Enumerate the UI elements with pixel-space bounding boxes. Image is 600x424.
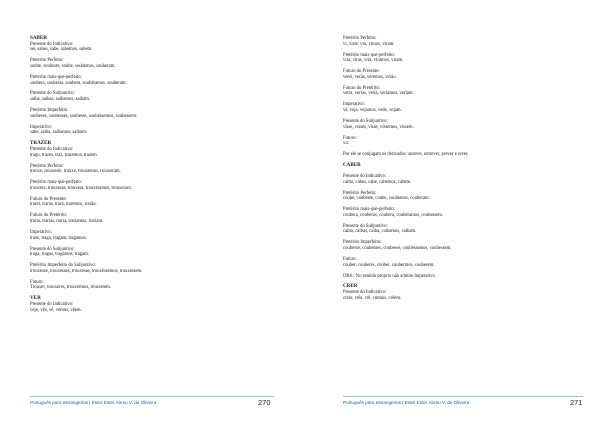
- obs-note: [343, 274, 553, 280]
- tense-label: Futuro:: [30, 279, 44, 285]
- conjugation-block: [30, 75, 230, 86]
- tense-forms: soubesse, soubesses, soubesse, soubéssemos, soubessem.: [30, 113, 138, 119]
- conjugation-block: [343, 191, 553, 202]
- tense-forms: verei, verás, veremos, verão.: [343, 74, 397, 80]
- conjugation-block: [343, 290, 553, 301]
- tense-label: Futuro do Presente:: [343, 69, 380, 75]
- conjugation-block: [30, 180, 230, 191]
- tense-label: Presente do Indicativo:: [30, 41, 74, 47]
- tense-forms: caibo, cabes, cabe, cabemos, cabem.: [343, 179, 412, 185]
- conjugation-block: [30, 147, 230, 158]
- conjugation-block: [30, 42, 230, 53]
- tense-forms: trouxesse, trouxesses, trouxesse, trouxéssemos, trouxessem.: [30, 268, 143, 274]
- verb-heading: CRER: [343, 283, 358, 290]
- conjugation-block: [343, 257, 553, 268]
- tense-forms: caiba, caibas, caiba, caibamos, caibam.: [343, 229, 417, 235]
- obs-text: OBS.: No sentido próprio não admite Imperativo.: [343, 273, 436, 279]
- verb-heading: SABER: [30, 35, 47, 41]
- tense-forms: coubera, couberas, coubera, coubéramos, coubessem.: [343, 212, 444, 218]
- conjugation-block: [30, 58, 230, 69]
- left-text-column: [30, 36, 230, 319]
- tense-forms: couber, couberes, couber, coubermos, couberem.: [343, 262, 435, 268]
- tense-forms: coube, coubeste, coube, coubemos, couberam.: [343, 196, 430, 202]
- tense-label: Imperativo:: [30, 124, 52, 130]
- conjugation-block: [343, 207, 553, 218]
- footer-text: Português para estrangeiros | Ester Ester Abreu V. de Oliveira: [343, 400, 470, 405]
- tense-label: Pretérito mais-que-perfeito:: [343, 52, 395, 58]
- tense-forms: saiba, saibas, saibamos, saibam.: [30, 97, 91, 103]
- tense-forms: creio, crês, crê, cremos, crêem.: [343, 295, 402, 301]
- tense-label: Pretérito Perfeito:: [30, 58, 64, 64]
- tense-forms: sei, sabes, sabe, sabemos, sabem.: [30, 47, 93, 53]
- tense-label: Imperativo:: [30, 229, 52, 235]
- tense-label: Presente do Indicativo:: [343, 173, 387, 179]
- conjugation-block: [343, 136, 553, 147]
- conjugation-block: [343, 53, 553, 64]
- note-text: Por ele se conjugam os derivados: antever, entrever, prever e rever.: [343, 152, 469, 158]
- tense-label: Futuro:: [343, 256, 357, 262]
- conjugation-block: [30, 302, 230, 313]
- tense-label: Pretérito Perfeito:: [343, 36, 377, 41]
- verb-heading: VER: [30, 295, 41, 302]
- conjugation-block: [343, 119, 553, 130]
- conjugation-block: [343, 86, 553, 97]
- tense-forms: trouxera, trouxeras, trouxera, trouxéramos, trouxeram.: [30, 185, 132, 191]
- tense-forms: vejo, vês, vê, vemos, vêem.: [30, 307, 82, 313]
- tense-label: Pretérito mais-que-perfeito:: [30, 74, 82, 80]
- tense-label: Presente do Indicativo:: [343, 290, 387, 296]
- tense-forms: traze, traga, tragam, tragamos.: [30, 235, 87, 241]
- tense-label: Presente do Indicativo:: [30, 146, 74, 152]
- tense-label: Pretérito Perfeito:: [30, 163, 64, 169]
- verb-section-caber: [343, 163, 553, 169]
- right-page: [300, 0, 600, 424]
- tense-label: Futuro do Pretérito:: [30, 213, 67, 219]
- conjugation-block: [343, 174, 553, 185]
- tense-forms: trago, trazes, traz, trazemos, trazem.: [30, 152, 98, 158]
- conjugation-block: [30, 91, 230, 102]
- tense-forms: Trouxer, trouxeres, trouxermos, trouxerem.: [30, 285, 112, 291]
- tense-label: Pretérito mais-que-perfeito:: [30, 180, 82, 186]
- tense-label: Futuro do Pretérito:: [343, 85, 380, 91]
- tense-forms: visse, visses, visse, víssemos, vissem.: [343, 124, 414, 130]
- conjugation-block: [343, 224, 553, 235]
- tense-label: Presente do Subjuntivo:: [30, 91, 75, 97]
- tense-forms: traga, tragas, tragamos, tragam.: [30, 252, 89, 258]
- tense-label: Pretérito Imperfeito:: [30, 108, 69, 114]
- conjugation-block: [343, 240, 553, 251]
- tense-forms: traria, trarias, traria, traríamos, trariam.: [30, 219, 104, 225]
- tense-forms: vê, veja, vejamos, vede, vejam.: [343, 108, 402, 114]
- conjugation-block: [343, 69, 553, 80]
- verb-heading: TRAZER: [30, 140, 52, 147]
- conjugation-block: [30, 197, 230, 208]
- footer-text: Português para estrangeiros | Ester Ester Abreu V. de Oliveira: [30, 400, 157, 405]
- right-text-column: [343, 36, 553, 307]
- tense-label: Pretérito Imperfeito do Subjuntivo:: [30, 263, 97, 269]
- tense-label: Futuro:: [343, 135, 357, 141]
- conjugation-block: [30, 108, 230, 119]
- tense-label: Pretérito Imperfeito:: [343, 240, 382, 246]
- tense-label: Presente do Subjuntivo:: [343, 118, 388, 124]
- footer-rule: [30, 396, 274, 397]
- tense-forms: vira, viras, vira, víramos, viram.: [343, 58, 404, 64]
- tense-forms: soubera, souberas, soubera, soubéramos, souberam.: [30, 80, 127, 86]
- tense-forms: veria, verias, veria, veríamos, veriam.: [343, 91, 414, 97]
- tense-forms: coubesse, coubesses, coubesse, coubéssemos, coubessem.: [343, 246, 452, 252]
- verb-heading: CABER: [343, 162, 361, 169]
- tense-label: Imperativo:: [343, 102, 365, 108]
- tense-label: Presente do Subjuntivo:: [343, 223, 388, 229]
- conjugation-block: [30, 247, 230, 258]
- tense-forms: sabe, saiba, saibamos, saibam.: [30, 130, 87, 136]
- conjugation-block: [30, 164, 230, 175]
- tense-label: Presente do Subjuntivo:: [30, 246, 75, 252]
- footer-rule: [343, 396, 583, 397]
- conjugation-block: [30, 280, 230, 291]
- tense-forms: soube, soubeste, soube, soubemos, souberam.: [30, 64, 116, 69]
- tense-label: Pretérito mais-que-perfeito:: [343, 207, 395, 213]
- tense-label: Pretérito Perfeito:: [343, 190, 377, 196]
- tense-forms: trarei, trarás, trará, traremos, trarão.: [30, 202, 97, 208]
- conjugation-block: [30, 125, 230, 136]
- page-number: 271: [570, 398, 583, 407]
- tense-forms: vi, viste, viu, vimos, viram.: [343, 41, 395, 47]
- conjugation-block: [30, 213, 230, 224]
- conjugation-block: [30, 263, 230, 274]
- tense-forms: vir.: [343, 141, 350, 147]
- tense-label: Presente do Indicativo:: [30, 302, 74, 308]
- tense-forms: trouxe, trouxeste, trouxe, trouxemos, trouxeram.: [30, 169, 121, 175]
- page-number: 270: [258, 398, 271, 407]
- conjugation-block: [30, 230, 230, 241]
- conjugation-block: [343, 36, 553, 47]
- conjugation-block: [343, 102, 553, 113]
- derivatives-note: [343, 152, 553, 158]
- tense-label: Futuro do Presente:: [30, 196, 67, 202]
